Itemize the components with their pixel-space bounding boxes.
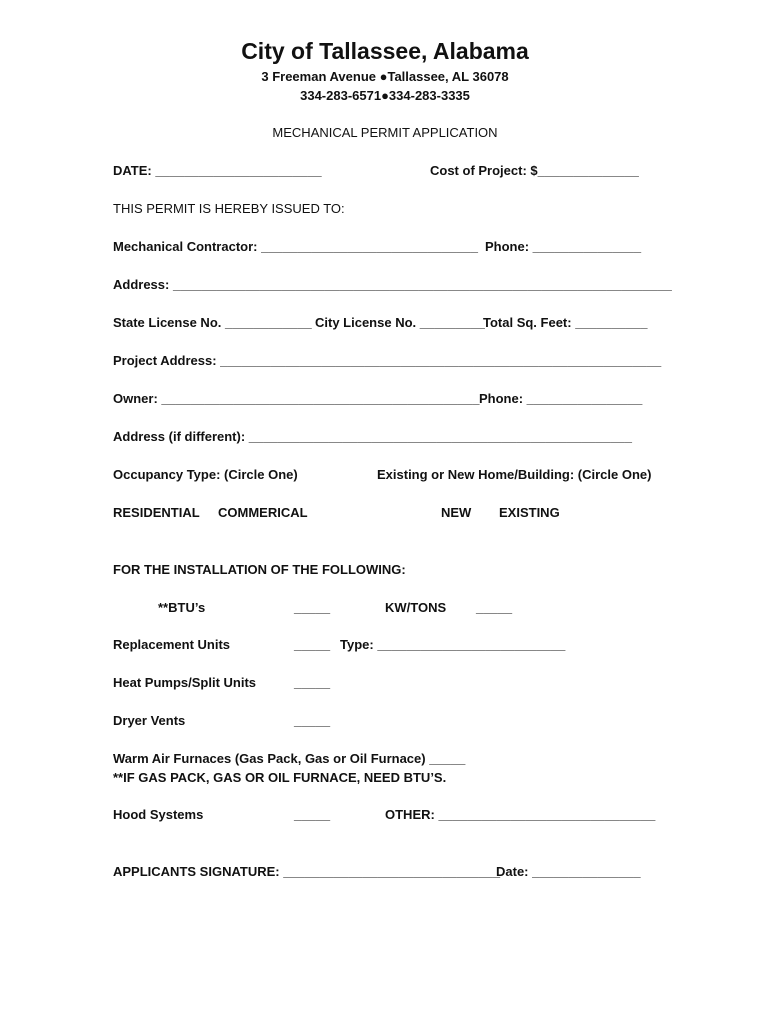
replacement-units-label: Replacement Units (113, 637, 231, 652)
city-license-field[interactable]: City License No. _________ (315, 315, 485, 330)
contractor-phone-field[interactable]: Phone: _______________ (485, 239, 642, 254)
total-sq-feet-field[interactable]: Total Sq. Feet: __________ (483, 315, 648, 330)
cost-of-project-field[interactable]: Cost of Project: $______________ (430, 163, 639, 178)
issued-to-label: THIS PERMIT IS HEREBY ISSUED TO: (113, 201, 345, 216)
existing-or-new-label: Existing or New Home/Building: (Circle One) (377, 467, 652, 482)
applicant-signature-field[interactable]: APPLICANTS SIGNATURE: ______________________________ (113, 864, 501, 879)
replacement-units-blank[interactable]: _____ (294, 637, 331, 652)
hood-systems-blank[interactable]: _____ (294, 807, 331, 822)
signature-date-field[interactable]: Date: _______________ (496, 864, 641, 879)
mechanical-contractor-field[interactable]: Mechanical Contractor: ______________________________ (113, 239, 478, 254)
address-if-different-field[interactable]: Address (if different): _____________________________________________________ (113, 429, 632, 444)
dryer-vents-blank[interactable]: _____ (294, 713, 331, 728)
option-residential[interactable]: RESIDENTIAL (113, 505, 200, 520)
state-license-field[interactable]: State License No. ____________ (113, 315, 312, 330)
dryer-vents-label: Dryer Vents (113, 713, 186, 728)
kw-tons-label: KW/TONS (385, 600, 447, 615)
hood-systems-label: Hood Systems (113, 807, 204, 822)
heat-pumps-blank[interactable]: _____ (294, 675, 331, 690)
city-address: 3 Freeman Avenue ●Tallassee, AL 36078 (261, 69, 509, 84)
kw-tons-blank[interactable]: _____ (476, 600, 513, 615)
installation-heading: FOR THE INSTALLATION OF THE FOLLOWING: (113, 562, 406, 577)
btus-blank[interactable]: _____ (294, 600, 331, 615)
option-new[interactable]: NEW (441, 505, 472, 520)
option-existing[interactable]: EXISTING (499, 505, 560, 520)
date-field[interactable]: DATE: _______________________ (113, 163, 322, 178)
heat-pumps-label: Heat Pumps/Split Units (113, 675, 257, 690)
owner-field[interactable]: Owner: ____________________________________________ (113, 391, 480, 406)
furnace-btu-note: **IF GAS PACK, GAS OR OIL FURNACE, NEED BTU’S. (113, 770, 447, 785)
other-field[interactable]: OTHER: ______________________________ (385, 807, 656, 822)
owner-phone-field[interactable]: Phone: ________________ (479, 391, 643, 406)
city-phones: 334-283-6571●334-283-3335 (300, 88, 470, 103)
form-title: MECHANICAL PERMIT APPLICATION (272, 125, 498, 140)
option-commercial[interactable]: COMMERICAL (218, 505, 308, 520)
occupancy-type-label: Occupancy Type: (Circle One) (113, 467, 298, 482)
address-field[interactable]: Address: _____________________________________________________________________ (113, 277, 672, 292)
project-address-field[interactable]: Project Address: _____________________________________________________________ (113, 353, 662, 368)
city-title: City of Tallassee, Alabama (241, 38, 529, 64)
warm-air-furnaces-field[interactable]: Warm Air Furnaces (Gas Pack, Gas or Oil Furnace) _____ (113, 751, 466, 766)
type-field[interactable]: Type: __________________________ (340, 637, 566, 652)
btus-label: **BTU’s (158, 600, 206, 615)
